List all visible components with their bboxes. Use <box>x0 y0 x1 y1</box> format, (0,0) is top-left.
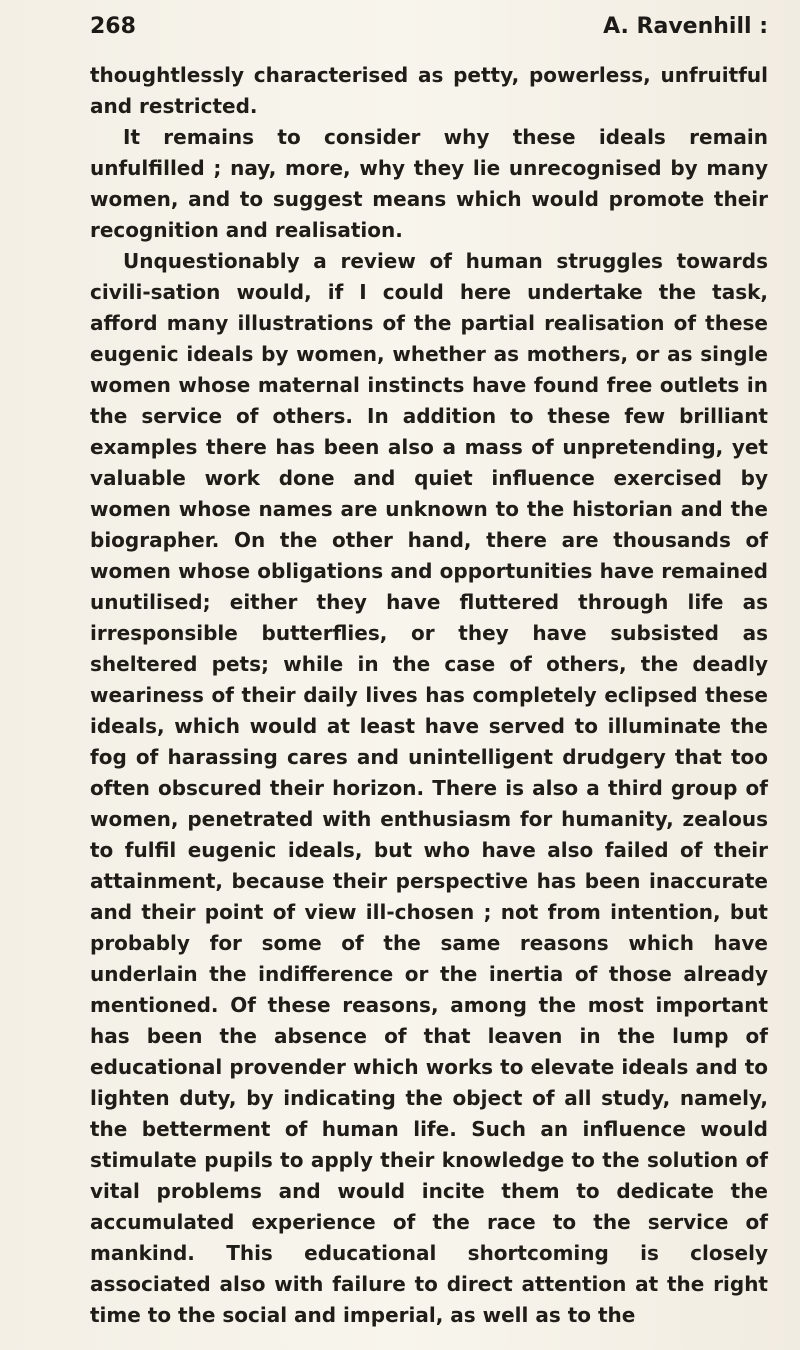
page-header <box>90 14 768 48</box>
paragraph-continuation: thoughtlessly characterised as petty, powerless, unfruitful and restricted. <box>90 63 768 118</box>
paragraph-unfulfilled-ideals: It remains to consider why these ideals remain unfulfilled ; nay, more, why they lie unrecognised by many women, and to suggest means which would promote their recognition and realisation. <box>90 125 768 242</box>
paragraph-human-struggles: Unquestionably a review of human struggles towards civili-sation would, if I could here undertake the task, afford many illustrations of the partial realisation of these eugenic ideals by women, whether as mothers, or as single women whose maternal instincts have found free outlets in the service of others. In addition to these few brilliant examples there has been also a mass of unpretending, yet valuable work done and quiet influence exercised by women whose names are unknown to the historian and the biographer. On the other hand, there are thousands of women whose obligations and opportunities have remained unutilised; either they have fluttered through life as irresponsible butterflies, or they have subsisted as sheltered pets; while in the case of others, the deadly weariness of their daily lives has completely eclipsed these ideals, which would at least have served to illuminate the fog of harassing cares and unintelligent drudgery that too often obscured their horizon. There is also a third group of women, penetrated with enthusiasm for humanity, zealous to fulfil eugenic ideals, but who have also failed of their attainment, because their perspective has been inaccurate and their point of view ill-chosen ; not from intention, but probably for some of the same reasons which have underlain the indifference or the inertia of those already mentioned. Of these reasons, among the most important has been the absence of that leaven in the lump of educational provender which works to elevate ideals and to lighten duty, by indicating the object of all study, namely, the betterment of human life. Such an influence would stimulate pupils to apply their knowledge to the solution of vital problems and would incite them to dedicate the accumulated experience of the race to the service of mankind. This educational shortcoming is closely associated also with failure to direct attention at the right time to the social and imperial, as well as to the <box>90 249 768 1327</box>
running-head: A. Ravenhill : <box>603 14 768 39</box>
page-number: 268 <box>90 14 136 39</box>
body-text <box>90 60 768 1331</box>
